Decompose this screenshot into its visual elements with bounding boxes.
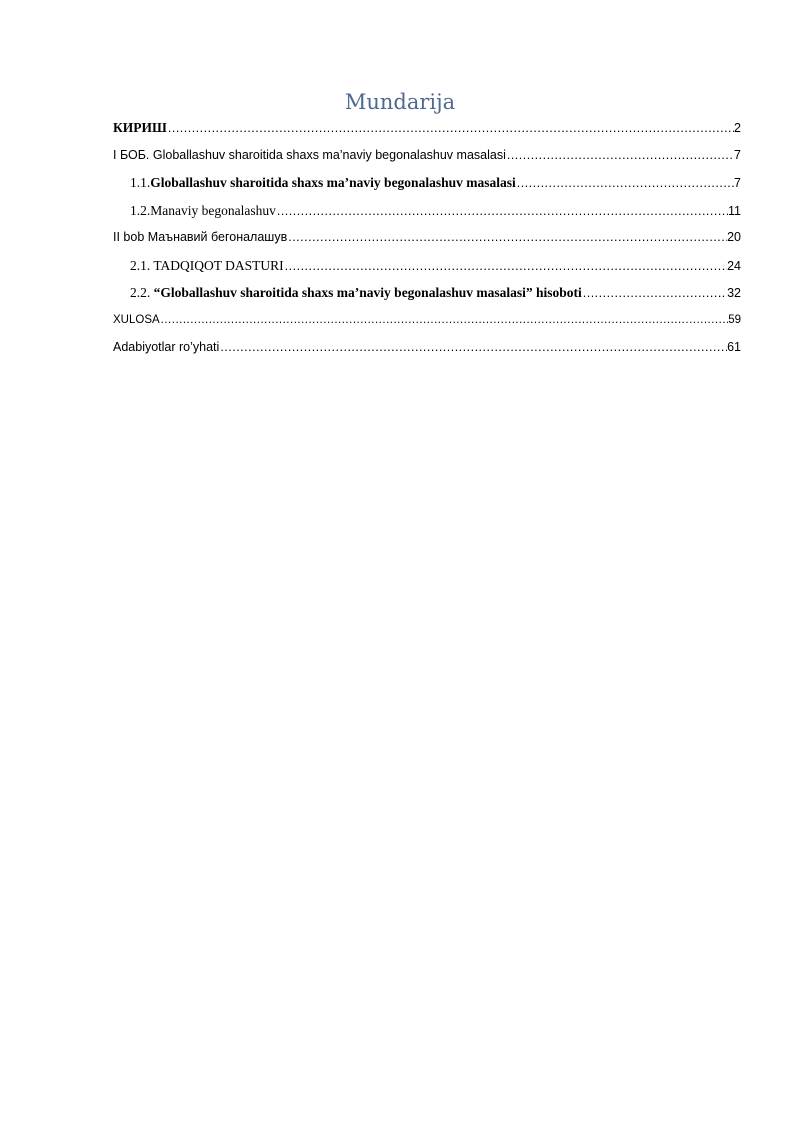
toc-entry-label: I БОБ. Globallashuv sharoitida shaxs ma’naviy begonalashuv masalasi	[113, 147, 506, 162]
toc-entry-chapter-1[interactable]	[113, 146, 741, 174]
toc-entry-number: 2.2.	[130, 285, 151, 300]
toc-leader-dots	[517, 174, 734, 193]
toc-entry-label: Manaviy begonalashuv	[150, 202, 276, 218]
toc-leader-dots	[220, 338, 727, 357]
toc-entry-references[interactable]	[113, 338, 741, 366]
toc-leader-dots	[168, 119, 734, 138]
toc-page-number: 7	[734, 176, 741, 190]
toc-entry-chapter-2[interactable]	[113, 228, 741, 256]
toc-entry-label: II bob Маънавий бегоналашув	[113, 230, 288, 244]
toc-entry-section-2-1[interactable]	[113, 256, 741, 284]
toc-entry-number: 1.2.	[130, 202, 151, 218]
toc-leader-dots	[288, 228, 727, 247]
toc-entry-section-1-2[interactable]	[113, 201, 741, 229]
toc-page-number: 7	[734, 147, 741, 162]
toc-entry-label: XULOSA	[113, 313, 160, 326]
toc-page-number: 32	[727, 286, 741, 300]
toc-entry-label: “Globallashuv sharoitida shaxs ma’naviy begonalashuv masalasi” hisoboti	[153, 285, 582, 300]
toc-page-number: 61	[727, 340, 741, 354]
toc-page-number: 11	[728, 203, 741, 218]
table-of-contents	[113, 118, 741, 366]
toc-leader-dots	[583, 284, 727, 303]
toc-leader-dots	[285, 257, 727, 276]
toc-entry-label: Adabiyotlar ro’yhati	[113, 340, 220, 354]
toc-entry-label: Globallashuv sharoitida shaxs ma’naviy begonalashuv masalasi	[150, 175, 516, 190]
toc-entry-number: 1.1.	[130, 175, 151, 190]
page-title: Mundarija	[344, 90, 456, 114]
toc-entry-section-2-2[interactable]	[113, 283, 741, 311]
toc-leader-dots	[507, 146, 734, 165]
toc-page-number: 2	[734, 121, 741, 135]
toc-leader-dots	[161, 311, 729, 330]
toc-entry-label: 2.1. TADQIQOT DASTURI	[130, 257, 284, 273]
toc-entry-label: КИРИШ	[113, 120, 167, 135]
toc-page-number: 20	[727, 230, 741, 244]
toc-entry-section-1-1[interactable]	[113, 173, 741, 201]
toc-entry-xulosa[interactable]	[113, 311, 741, 339]
toc-leader-dots	[277, 202, 728, 221]
toc-entry-kirish[interactable]	[113, 118, 741, 146]
toc-page-number: 24	[727, 258, 741, 273]
toc-page-number: 59	[728, 313, 741, 326]
